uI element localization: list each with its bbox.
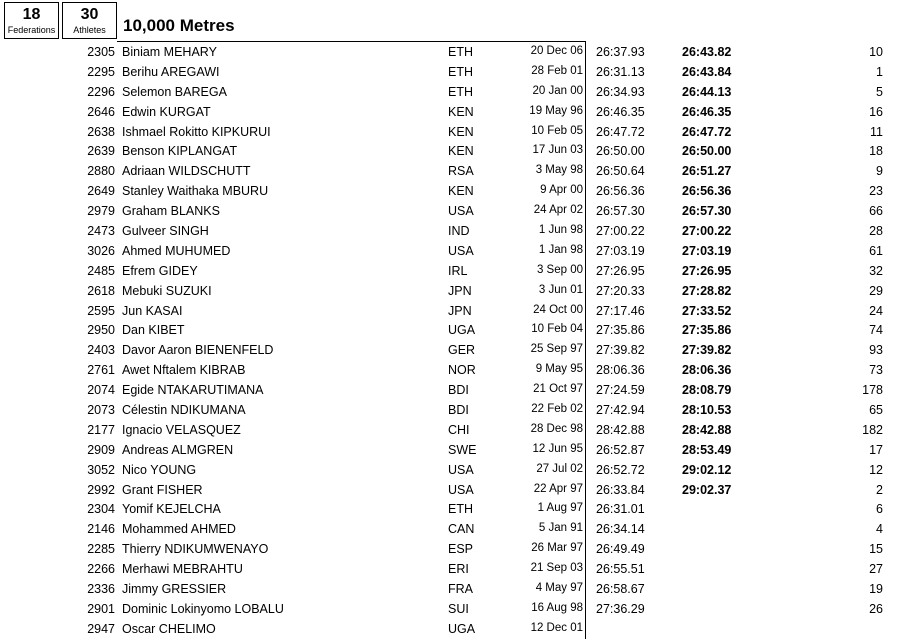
athlete-name: Egide NTAKARUTIMANA (122, 383, 264, 398)
personal-best: 26:57.30 (596, 204, 645, 219)
personal-best: 28:06.36 (596, 363, 645, 378)
table-row (0, 401, 897, 421)
world-rank: 23 (869, 184, 883, 199)
season-best: 26:47.72 (682, 124, 732, 139)
season-best: 26:46.35 (682, 104, 732, 119)
athlete-bib: 2950 (87, 323, 115, 338)
world-rank: 15 (869, 542, 883, 557)
table-row (0, 282, 897, 302)
table-row (0, 63, 897, 83)
athlete-name: Ahmed MUHUMED (122, 243, 231, 258)
athlete-nationality: KEN (448, 124, 474, 139)
season-best: 29:02.12 (682, 462, 732, 477)
athlete-name: Awet Nftalem KIBRAB (122, 363, 246, 378)
athlete-birth-date: 20 Jan 00 (532, 84, 583, 97)
athlete-bib: 2073 (87, 403, 115, 418)
athlete-name: Ignacio VELASQUEZ (122, 422, 241, 437)
athlete-birth-date: 12 Jun 95 (532, 442, 583, 455)
season-best: 28:53.49 (682, 442, 732, 457)
athlete-name: Andreas ALMGREN (122, 442, 234, 457)
world-rank: 4 (876, 522, 883, 537)
athlete-birth-date: 22 Apr 97 (533, 482, 583, 495)
athlete-nationality: JPN (448, 283, 472, 298)
athlete-name: Yomif KEJELCHA (122, 502, 221, 517)
world-rank: 93 (869, 343, 883, 358)
athlete-birth-date: 12 Dec 01 (530, 621, 583, 634)
season-best: 27:00.22 (682, 224, 732, 239)
table-row (0, 83, 897, 103)
personal-best: 27:20.33 (596, 283, 645, 298)
personal-best: 26:47.72 (596, 124, 645, 139)
athlete-nationality: KEN (448, 184, 474, 199)
table-row (0, 103, 897, 123)
table-row (0, 142, 897, 162)
personal-best: 27:42.94 (596, 403, 645, 418)
athlete-birth-date: 25 Sep 97 (530, 343, 583, 356)
athlete-nationality: UGA (448, 621, 476, 636)
world-rank: 24 (869, 303, 883, 318)
athlete-bib: 2304 (87, 502, 115, 517)
athletes-count: 30 (80, 6, 99, 23)
athlete-name: Berihu AREGAWI (122, 64, 220, 79)
season-best: 28:42.88 (682, 422, 732, 437)
athlete-birth-date: 28 Dec 98 (530, 422, 583, 435)
season-best: 28:08.79 (682, 383, 732, 398)
table-row (0, 520, 897, 540)
athlete-name: Adriaan WILDSCHUTT (122, 164, 251, 179)
athlete-birth-date: 10 Feb 05 (531, 124, 583, 137)
athlete-nationality: IRL (448, 263, 468, 278)
athlete-name: Dan KIBET (122, 323, 185, 338)
table-row (0, 461, 897, 481)
table-row (0, 540, 897, 560)
table-row (0, 500, 897, 520)
athlete-birth-date: 1 Jun 98 (538, 224, 583, 237)
table-row (0, 43, 897, 63)
athlete-birth-date: 9 Apr 00 (540, 184, 583, 197)
world-rank: 12 (869, 462, 883, 477)
event-title: 10,000 Metres (123, 16, 235, 35)
athlete-name: Ishmael Rokitto KIPKURUI (122, 124, 271, 139)
world-rank: 74 (869, 323, 883, 338)
athlete-bib: 2336 (87, 582, 115, 597)
table-row (0, 123, 897, 143)
world-rank: 10 (869, 45, 883, 59)
athlete-birth-date: 9 May 95 (535, 363, 583, 376)
personal-best: 26:31.13 (596, 64, 645, 79)
table-row (0, 222, 897, 242)
athlete-nationality: BDI (448, 383, 469, 398)
athlete-birth-date: 22 Feb 02 (531, 403, 583, 416)
world-rank: 18 (869, 144, 883, 159)
personal-best: 26:34.93 (596, 84, 645, 99)
athlete-bib: 2177 (87, 422, 115, 437)
personal-best: 27:17.46 (596, 303, 645, 318)
personal-best: 26:52.72 (596, 462, 645, 477)
athlete-bib: 2639 (87, 144, 115, 159)
athlete-nationality: CAN (448, 522, 475, 537)
personal-best: 26:37.93 (596, 45, 645, 59)
athlete-list (0, 43, 897, 640)
athlete-name: Célestin NDIKUMANA (122, 403, 246, 418)
world-rank: 178 (862, 383, 883, 398)
table-row (0, 560, 897, 580)
world-rank: 29 (869, 283, 883, 298)
athlete-nationality: ETH (448, 45, 473, 59)
athlete-name: Merhawi MEBRAHTU (122, 562, 243, 577)
athlete-bib: 3052 (87, 462, 115, 477)
personal-best: 26:33.84 (596, 482, 645, 497)
personal-best: 26:34.14 (596, 522, 645, 537)
world-rank: 16 (869, 104, 883, 119)
world-rank: 61 (869, 243, 883, 258)
athlete-nationality: USA (448, 204, 474, 219)
athlete-name: Edwin KURGAT (122, 104, 211, 119)
personal-best: 26:56.36 (596, 184, 645, 199)
athlete-nationality: SWE (448, 442, 477, 457)
world-rank: 27 (869, 562, 883, 577)
athlete-nationality: RSA (448, 164, 474, 179)
table-row (0, 341, 897, 361)
personal-best: 28:42.88 (596, 422, 645, 437)
athlete-birth-date: 3 May 98 (535, 164, 583, 177)
personal-best: 26:52.87 (596, 442, 645, 457)
athlete-bib: 2992 (87, 482, 115, 497)
world-rank: 66 (869, 204, 883, 219)
season-best: 26:51.27 (682, 164, 732, 179)
athlete-birth-date: 20 Dec 06 (530, 45, 583, 57)
personal-best: 27:36.29 (596, 601, 645, 616)
athlete-birth-date: 3 Sep 00 (536, 263, 583, 276)
athlete-name: Efrem GIDEY (122, 263, 198, 278)
athlete-bib: 2296 (87, 84, 115, 99)
world-rank: 19 (869, 582, 883, 597)
table-row (0, 600, 897, 620)
personal-best: 26:31.01 (596, 502, 645, 517)
athlete-birth-date: 24 Oct 00 (533, 303, 583, 316)
athlete-birth-date: 26 Mar 97 (531, 542, 583, 555)
athlete-bib: 2901 (87, 601, 115, 616)
athlete-bib: 2979 (87, 204, 115, 219)
athlete-bib: 2638 (87, 124, 115, 139)
athlete-nationality: KEN (448, 104, 474, 119)
table-row (0, 481, 897, 501)
athlete-name: Thierry NDIKUMWENAYO (122, 542, 269, 557)
athlete-birth-date: 27 Jul 02 (536, 462, 583, 475)
season-best: 26:43.84 (682, 64, 732, 79)
athlete-name: Mohammed AHMED (122, 522, 236, 537)
personal-best: 27:26.95 (596, 263, 645, 278)
table-row (0, 421, 897, 441)
athlete-name: Biniam MEHARY (122, 45, 217, 59)
athlete-birth-date: 5 Jan 91 (538, 522, 583, 535)
athlete-bib: 2266 (87, 562, 115, 577)
season-best: 26:50.00 (682, 144, 732, 159)
athlete-nationality: GER (448, 343, 476, 358)
world-rank: 2 (876, 482, 883, 497)
federations-count: 18 (22, 6, 41, 23)
personal-best: 26:50.64 (596, 164, 645, 179)
athlete-name: Davor Aaron BIENENFELD (122, 343, 274, 358)
personal-best: 27:35.86 (596, 323, 645, 338)
season-best: 26:56.36 (682, 184, 732, 199)
athlete-bib: 2880 (87, 164, 115, 179)
athlete-name: Nico YOUNG (122, 462, 197, 477)
athlete-nationality: UGA (448, 323, 476, 338)
personal-best: 26:49.49 (596, 542, 645, 557)
athlete-bib: 2146 (87, 522, 115, 537)
athlete-birth-date: 10 Feb 04 (531, 323, 583, 336)
athlete-birth-date: 4 May 97 (535, 582, 583, 595)
personal-best: 27:39.82 (596, 343, 645, 358)
athlete-name: Jun KASAI (122, 303, 183, 318)
athlete-nationality: USA (448, 243, 474, 258)
athlete-nationality: CHI (448, 422, 470, 437)
world-rank: 6 (876, 502, 883, 517)
athlete-nationality: KEN (448, 144, 474, 159)
world-rank: 17 (869, 442, 883, 457)
athlete-birth-date: 19 May 96 (529, 104, 583, 117)
table-row (0, 262, 897, 282)
athlete-name: Gulveer SINGH (122, 224, 209, 239)
athletes-label: Athletes (73, 25, 106, 35)
world-rank: 32 (869, 263, 883, 278)
table-row (0, 441, 897, 461)
athlete-bib: 2761 (87, 363, 115, 378)
world-rank: 65 (869, 403, 883, 418)
table-row (0, 182, 897, 202)
table-row (0, 162, 897, 182)
table-row (0, 321, 897, 341)
athlete-name: Grant FISHER (122, 482, 203, 497)
world-rank: 73 (869, 363, 883, 378)
season-best: 27:03.19 (682, 243, 732, 258)
athlete-bib: 2646 (87, 104, 115, 119)
athlete-bib: 3026 (87, 243, 115, 258)
season-best: 27:39.82 (682, 343, 732, 358)
athlete-birth-date: 17 Jun 03 (532, 144, 583, 157)
personal-best: 27:00.22 (596, 224, 645, 239)
table-row (0, 580, 897, 600)
athlete-bib: 2485 (87, 263, 115, 278)
athlete-birth-date: 1 Aug 97 (537, 502, 583, 515)
season-best: 27:28.82 (682, 283, 732, 298)
athlete-bib: 2285 (87, 542, 115, 557)
athlete-name: Jimmy GRESSIER (122, 582, 227, 597)
athlete-nationality: JPN (448, 303, 472, 318)
athlete-nationality: ETH (448, 84, 473, 99)
personal-best: 27:24.59 (596, 383, 645, 398)
personal-best: 27:03.19 (596, 243, 645, 258)
athlete-bib: 2618 (87, 283, 115, 298)
athlete-bib: 2074 (87, 383, 115, 398)
athlete-bib: 2909 (87, 442, 115, 457)
athlete-name: Benson KIPLANGAT (122, 144, 238, 159)
table-row (0, 361, 897, 381)
athletes-count-box (62, 2, 117, 39)
athlete-name: Selemon BAREGA (122, 84, 227, 99)
season-best: 26:43.82 (682, 45, 732, 59)
athlete-birth-date: 28 Feb 01 (531, 64, 583, 77)
athlete-birth-date: 16 Aug 98 (531, 601, 583, 614)
table-row (0, 302, 897, 322)
season-best: 28:10.53 (682, 403, 732, 418)
athlete-nationality: FRA (448, 582, 473, 597)
athlete-name: Dominic Lokinyomo LOBALU (122, 601, 284, 616)
athlete-bib: 2305 (87, 45, 115, 59)
season-best: 26:57.30 (682, 204, 732, 219)
season-best: 26:44.13 (682, 84, 732, 99)
athlete-bib: 2649 (87, 184, 115, 199)
athlete-nationality: ETH (448, 502, 473, 517)
table-row (0, 620, 897, 640)
season-best: 28:06.36 (682, 363, 732, 378)
athlete-bib: 2473 (87, 224, 115, 239)
world-rank: 11 (870, 124, 883, 139)
table-row (0, 202, 897, 222)
athlete-name: Stanley Waithaka MBURU (122, 184, 269, 199)
season-best: 27:35.86 (682, 323, 732, 338)
athlete-birth-date: 21 Sep 03 (530, 562, 583, 575)
world-rank: 28 (869, 224, 883, 239)
federations-label: Federations (7, 25, 56, 35)
personal-best: 26:46.35 (596, 104, 645, 119)
table-row (0, 381, 897, 401)
season-best: 27:33.52 (682, 303, 732, 318)
athlete-nationality: IND (448, 224, 470, 239)
world-rank: 1 (876, 64, 883, 79)
athlete-nationality: ERI (448, 562, 469, 577)
athlete-nationality: USA (448, 482, 474, 497)
world-rank: 5 (876, 84, 883, 99)
title-divider (117, 41, 585, 42)
athlete-birth-date: 3 Jun 01 (538, 283, 583, 296)
athlete-name: Mebuki SUZUKI (122, 283, 212, 298)
athlete-nationality: SUI (448, 601, 469, 616)
athlete-bib: 2595 (87, 303, 115, 318)
athlete-birth-date: 24 Apr 02 (533, 204, 583, 217)
athlete-bib: 2295 (87, 64, 115, 79)
season-best: 27:26.95 (682, 263, 732, 278)
personal-best: 26:55.51 (596, 562, 645, 577)
athlete-birth-date: 1 Jan 98 (538, 243, 583, 256)
world-rank: 182 (862, 422, 883, 437)
athlete-bib: 2403 (87, 343, 115, 358)
athlete-name: Oscar CHELIMO (122, 621, 216, 636)
athlete-name: Graham BLANKS (122, 204, 220, 219)
athlete-nationality: USA (448, 462, 474, 477)
personal-best: 26:50.00 (596, 144, 645, 159)
athlete-nationality: BDI (448, 403, 469, 418)
athlete-bib: 2947 (87, 621, 115, 636)
federations-count-box (4, 2, 59, 39)
world-rank: 26 (869, 601, 883, 616)
world-rank: 9 (876, 164, 883, 179)
athlete-nationality: ETH (448, 64, 473, 79)
personal-best: 26:58.67 (596, 582, 645, 597)
athlete-nationality: NOR (448, 363, 476, 378)
table-row (0, 242, 897, 262)
athlete-birth-date: 21 Oct 97 (533, 383, 583, 396)
season-best: 29:02.37 (682, 482, 732, 497)
athlete-nationality: ESP (448, 542, 474, 557)
